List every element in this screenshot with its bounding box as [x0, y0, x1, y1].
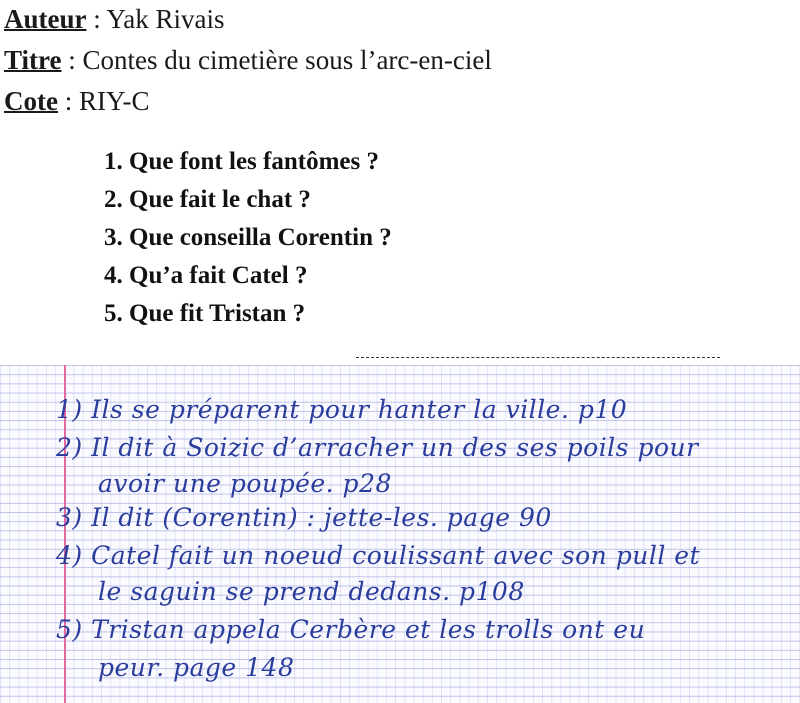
answer-3: 3) Il dit (Corentin) : jette-les. page 90	[56, 503, 552, 532]
question-item: 2. Que fait le chat ?	[104, 186, 311, 213]
title-value: : Contes du cimetière sous l’arc-en-ciel	[61, 45, 492, 75]
cote-line	[4, 86, 150, 117]
answer-5-line-2: peur. page 148	[98, 653, 295, 682]
author-value: : Yak Rivais	[86, 4, 225, 34]
answer-5-line-1: 5) Tristan appela Cerbère et les trolls ont eu	[56, 615, 646, 644]
question-item: 5. Que fit Tristan ?	[104, 300, 306, 327]
answer-4-line-2: le saguin se prend dedans. p108	[98, 577, 525, 606]
cote-label: Cote	[4, 86, 58, 116]
title-line	[4, 45, 492, 76]
author-label: Auteur	[4, 4, 87, 34]
answer-2-line-2: avoir une poupée. p28	[98, 469, 392, 498]
question-item: 3. Que conseilla Corentin ?	[104, 224, 392, 251]
answer-1: 1) Ils se préparent pour hanter la ville. p10	[56, 395, 628, 424]
answer-2-line-1: 2) Il dit à Soizic d’arracher un des ses poils pour	[56, 433, 699, 462]
question-item: 4. Qu’a fait Catel ?	[104, 262, 308, 289]
lined-paper	[0, 365, 800, 703]
cote-value: : RIY-C	[57, 86, 150, 116]
dashed-separator	[356, 357, 720, 358]
answer-4-line-1: 4) Catel fait un noeud coulissant avec son pull et	[56, 541, 701, 570]
question-list	[104, 143, 392, 333]
question-item: 1. Que font les fantômes ?	[104, 148, 379, 175]
author-line	[4, 4, 225, 35]
title-label: Titre	[4, 45, 62, 75]
